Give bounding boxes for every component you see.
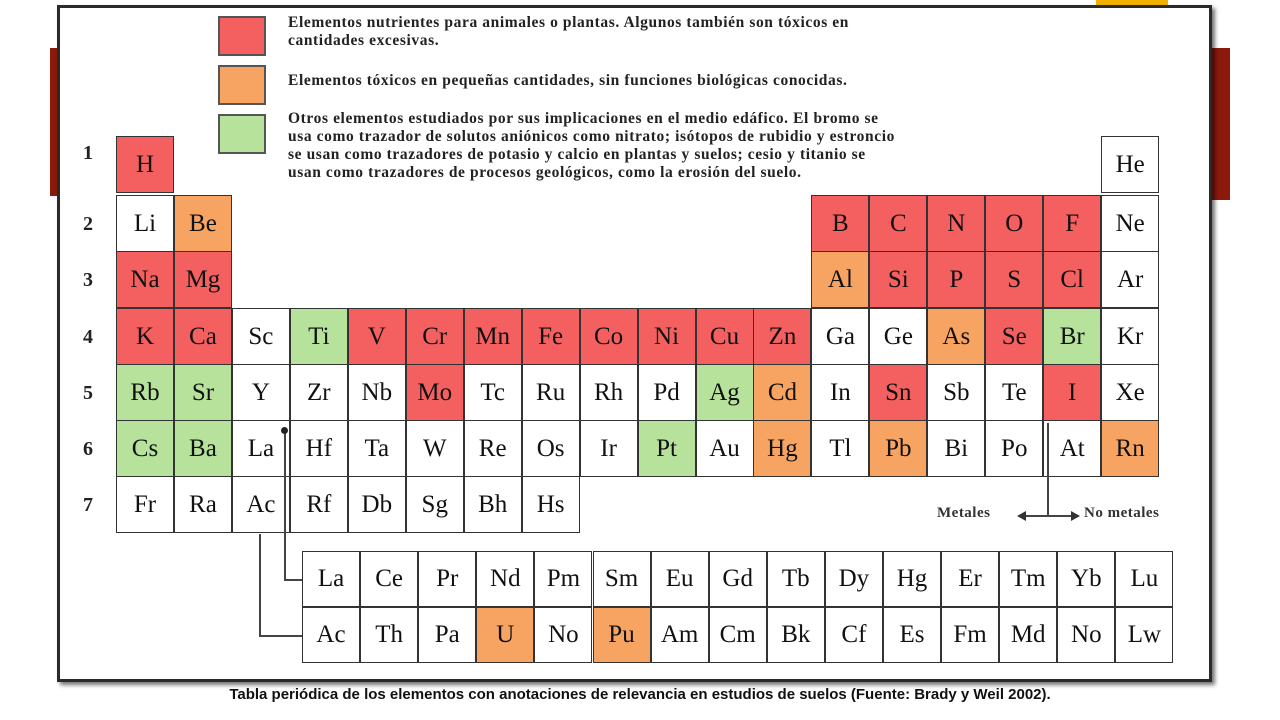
connector-line-la-vertical [284,432,286,580]
element-cell-ir: Ir [580,420,638,477]
legend-text-nutrient: Elementos nutrientes para animales o plantas. Algunos también son tóxicos en cantidades excesivas. [288,14,850,49]
metal-divider-vertical [1047,423,1049,516]
lanthanides-cell-tb: Tb [767,551,825,607]
element-cell-la: La [232,420,290,477]
period-label: 5 [83,382,93,404]
period-label: 7 [83,494,93,516]
element-cell-os: Os [522,420,580,477]
element-cell-bi: Bi [927,420,985,477]
connector-line-la-horizontal [284,579,302,581]
element-cell-ne: Ne [1101,195,1159,252]
actinides-cell-pa: Pa [418,607,476,663]
period-label: 6 [83,438,93,460]
lanthanides-cell-hg: Hg [883,551,941,607]
legend-text-studied: Otros elementos estudiados por sus implicaciones en el medio edáfico. El bromo se usa como trazador de solutos aniónicos como nitrato; isótopos de rubidio y estroncio se usan como trazadores de potasio y calcio en plantas y suelos; cesio y titanio se usan como trazadores de procesos geológicos, como la erosión del suelo. [288,110,895,181]
actinides-cell-no: No [534,607,592,663]
element-cell-te: Te [985,364,1043,421]
element-cell-ta: Ta [348,420,406,477]
element-cell-cd: Cd [753,364,811,421]
element-cell-al: Al [811,251,869,308]
element-cell-au: Au [696,420,754,477]
element-cell-cr: Cr [406,308,464,365]
element-cell-o: O [985,195,1043,252]
element-cell-in: In [811,364,869,421]
element-cell-kr: Kr [1101,308,1159,365]
element-cell-nb: Nb [348,364,406,421]
actinides-cell-ac: Ac [302,607,360,663]
element-cell-i: I [1043,364,1101,421]
element-cell-mg: Mg [174,251,232,308]
metal-divider-arrow-line [1024,515,1071,517]
element-cell-na: Na [116,251,174,308]
lanthanides-cell-tm: Tm [999,551,1057,607]
actinides-cell-es: Es [883,607,941,663]
lanthanides-cell-pr: Pr [418,551,476,607]
element-cell-s: S [985,251,1043,308]
element-cell-hg: Hg [753,420,811,477]
element-cell-f: F [1043,195,1101,252]
element-cell-tc: Tc [464,364,522,421]
element-cell-as: As [927,308,985,365]
element-cell-sg: Sg [406,476,464,533]
element-cell-sb: Sb [927,364,985,421]
element-cell-bh: Bh [464,476,522,533]
element-cell-hf: Hf [290,420,348,477]
element-cell-h: H [116,136,174,193]
element-cell-ca: Ca [174,308,232,365]
lanthanides-cell-yb: Yb [1057,551,1115,607]
lanthanides-cell-sm: Sm [593,551,651,607]
actinides-cell-pu: Pu [593,607,651,663]
element-cell-n: N [927,195,985,252]
element-cell-co: Co [580,308,638,365]
element-cell-cs: Cs [116,420,174,477]
actinides-cell-bk: Bk [767,607,825,663]
metals-label: Metales [937,505,991,521]
lanthanides-cell-dy: Dy [825,551,883,607]
actinides-cell-cf: Cf [825,607,883,663]
element-cell-ra: Ra [174,476,232,533]
lanthanides-cell-gd: Gd [709,551,767,607]
element-cell-pb: Pb [869,420,927,477]
element-cell-ag: Ag [696,364,754,421]
period-label: 2 [83,213,93,235]
element-cell-mn: Mn [464,308,522,365]
actinides-cell-am: Am [651,607,709,663]
connector-dot-icon [281,427,288,434]
element-cell-br: Br [1043,308,1101,365]
element-cell-ni: Ni [638,308,696,365]
element-cell-pd: Pd [638,364,696,421]
lanthanides-cell-pm: Pm [534,551,592,607]
lanthanides-cell-er: Er [941,551,999,607]
actinides-cell-fm: Fm [941,607,999,663]
lanthanides-cell-lu: Lu [1115,551,1173,607]
element-cell-si: Si [869,251,927,308]
element-cell-fe: Fe [522,308,580,365]
element-cell-db: Db [348,476,406,533]
legend-swatch-nutrient [218,16,266,56]
figure-caption: Tabla periódica de los elementos con anotaciones de relevancia en estudios de suelos (Fuente: Brady y Weil 2002). [229,686,1051,703]
lanthanides-cell-la: La [302,551,360,607]
element-cell-k: K [116,308,174,365]
element-cell-rh: Rh [580,364,638,421]
actinides-cell-u: U [476,607,534,663]
element-cell-be: Be [174,195,232,252]
element-cell-se: Se [985,308,1043,365]
actinides-cell-lw: Lw [1115,607,1173,663]
element-cell-ru: Ru [522,364,580,421]
element-cell-rf: Rf [290,476,348,533]
element-cell-zn: Zn [753,308,811,365]
actinides-cell-md: Md [999,607,1057,663]
period-label: 4 [83,326,93,348]
element-cell-sn: Sn [869,364,927,421]
nonmetals-label: No metales [1084,505,1160,521]
element-cell-at: At [1043,420,1101,477]
element-cell-po: Po [985,420,1043,477]
actinides-cell-no: No [1057,607,1115,663]
element-cell-sc: Sc [232,308,290,365]
element-cell-re: Re [464,420,522,477]
element-cell-w: W [406,420,464,477]
element-cell-ti: Ti [290,308,348,365]
element-cell-ge: Ge [869,308,927,365]
element-cell-tl: Tl [811,420,869,477]
element-cell-sr: Sr [174,364,232,421]
arrow-left-icon [1017,511,1026,521]
element-cell-cu: Cu [696,308,754,365]
connector-line-ac-horizontal [259,635,302,637]
element-cell-ga: Ga [811,308,869,365]
element-cell-hs: Hs [522,476,580,533]
element-cell-ar: Ar [1101,251,1159,308]
element-cell-xe: Xe [1101,364,1159,421]
element-cell-pt: Pt [638,420,696,477]
element-cell-rb: Rb [116,364,174,421]
element-cell-y: Y [232,364,290,421]
element-cell-rn: Rn [1101,420,1159,477]
figure-frame [57,5,1212,682]
element-cell-ac-p7: Ac [232,476,290,533]
element-cell-c: C [869,195,927,252]
element-cell-ba: Ba [174,420,232,477]
element-cell-fr: Fr [116,476,174,533]
actinides-cell-th: Th [360,607,418,663]
element-cell-b: B [811,195,869,252]
lanthanides-cell-nd: Nd [476,551,534,607]
element-cell-li: Li [116,195,174,252]
legend-swatch-studied [218,114,266,154]
legend-text-toxic: Elementos tóxicos en pequeñas cantidades, sin funciones biológicas conocidas. [288,72,848,89]
element-cell-mo: Mo [406,364,464,421]
lanthanides-cell-eu: Eu [651,551,709,607]
connector-line-ac-vertical [259,534,261,636]
element-cell-cl: Cl [1043,251,1101,308]
period-label: 1 [83,142,93,164]
legend-swatch-toxic [218,65,266,105]
element-cell-he: He [1101,136,1159,193]
arrow-right-icon [1071,511,1080,521]
element-cell-p: P [927,251,985,308]
element-cell-v: V [348,308,406,365]
element-cell-zr: Zr [290,364,348,421]
actinides-cell-cm: Cm [709,607,767,663]
period-label: 3 [83,269,93,291]
lanthanides-cell-ce: Ce [360,551,418,607]
